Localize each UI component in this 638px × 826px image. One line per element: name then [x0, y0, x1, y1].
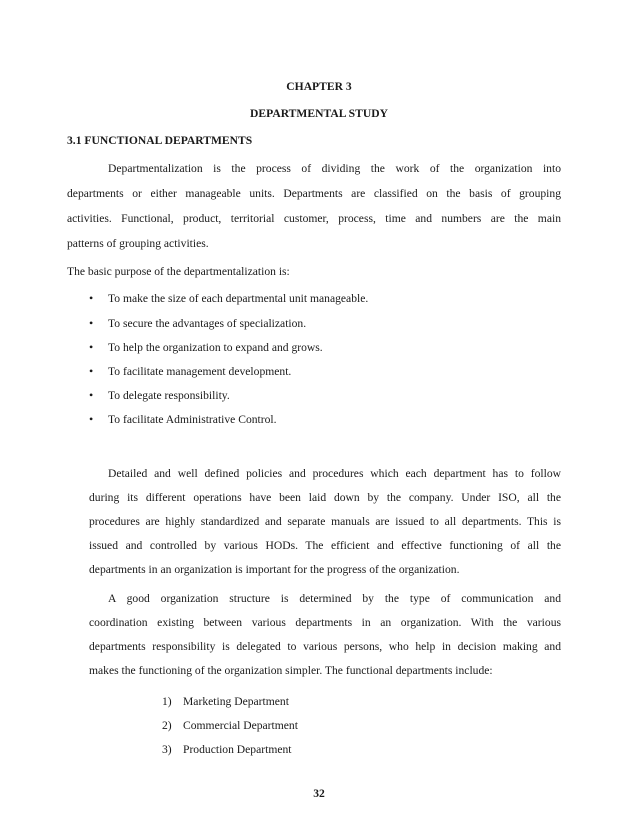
- bullet-text: To make the size of each departmental unit manageable.: [108, 292, 369, 305]
- para3-line: departments responsibility is delegated to various persons, who help in decision making and: [89, 640, 561, 653]
- page-number: 32: [313, 787, 325, 800]
- para3-line: makes the functioning of the organization simpler. The functional departments include:: [89, 664, 493, 677]
- para3-line: A good organization structure is determined by the type of communication and: [108, 592, 561, 605]
- item-number: 1): [162, 695, 172, 708]
- chapter-label: CHAPTER 3: [286, 80, 352, 93]
- bullet-icon: •: [89, 316, 94, 330]
- para1-line: activities. Functional, product, territorial customer, process, time and numbers are the main: [67, 212, 561, 225]
- bullet-icon: •: [89, 340, 94, 354]
- para2-line: issued and controlled by various HODs. The efficient and effective functioning of all the: [89, 539, 561, 552]
- para2-line: Detailed and well defined policies and procedures which each department has to follow: [108, 467, 561, 480]
- bullet-icon: •: [89, 291, 94, 305]
- para3-line: coordination existing between various departments in an organization. With the various: [89, 616, 561, 629]
- bullet-text: To help the organization to expand and grows.: [108, 341, 323, 354]
- para2-line: during its different operations have been laid down by the company. Under ISO, all the: [89, 491, 561, 504]
- bullet-text: To delegate responsibility.: [108, 389, 230, 402]
- para1-line: Departmentalization is the process of dividing the work of the organization into: [108, 162, 561, 175]
- item-number: 2): [162, 719, 172, 732]
- para2-line: departments in an organization is important for the progress of the organization.: [89, 563, 460, 576]
- department-name: Commercial Department: [183, 719, 298, 732]
- para2-line: procedures are highly standardized and separate manuals are issued to all departments. This is: [89, 515, 561, 528]
- chapter-title: DEPARTMENTAL STUDY: [250, 107, 388, 120]
- para1-line: departments or either manageable units. Departments are classified on the basis of grouping: [67, 187, 561, 200]
- bullet-icon: •: [89, 388, 94, 402]
- purpose-intro: The basic purpose of the departmentalization is:: [67, 265, 290, 278]
- bullet-text: To secure the advantages of specialization.: [108, 317, 307, 330]
- department-name: Production Department: [183, 743, 292, 756]
- section-heading: 3.1 FUNCTIONAL DEPARTMENTS: [67, 134, 253, 147]
- bullet-icon: •: [89, 412, 94, 426]
- item-number: 3): [162, 743, 172, 756]
- department-name: Marketing Department: [183, 695, 289, 708]
- bullet-text: To facilitate management development.: [108, 365, 292, 378]
- para1-line: patterns of grouping activities.: [67, 237, 209, 250]
- bullet-text: To facilitate Administrative Control.: [108, 413, 277, 426]
- bullet-icon: •: [89, 364, 94, 378]
